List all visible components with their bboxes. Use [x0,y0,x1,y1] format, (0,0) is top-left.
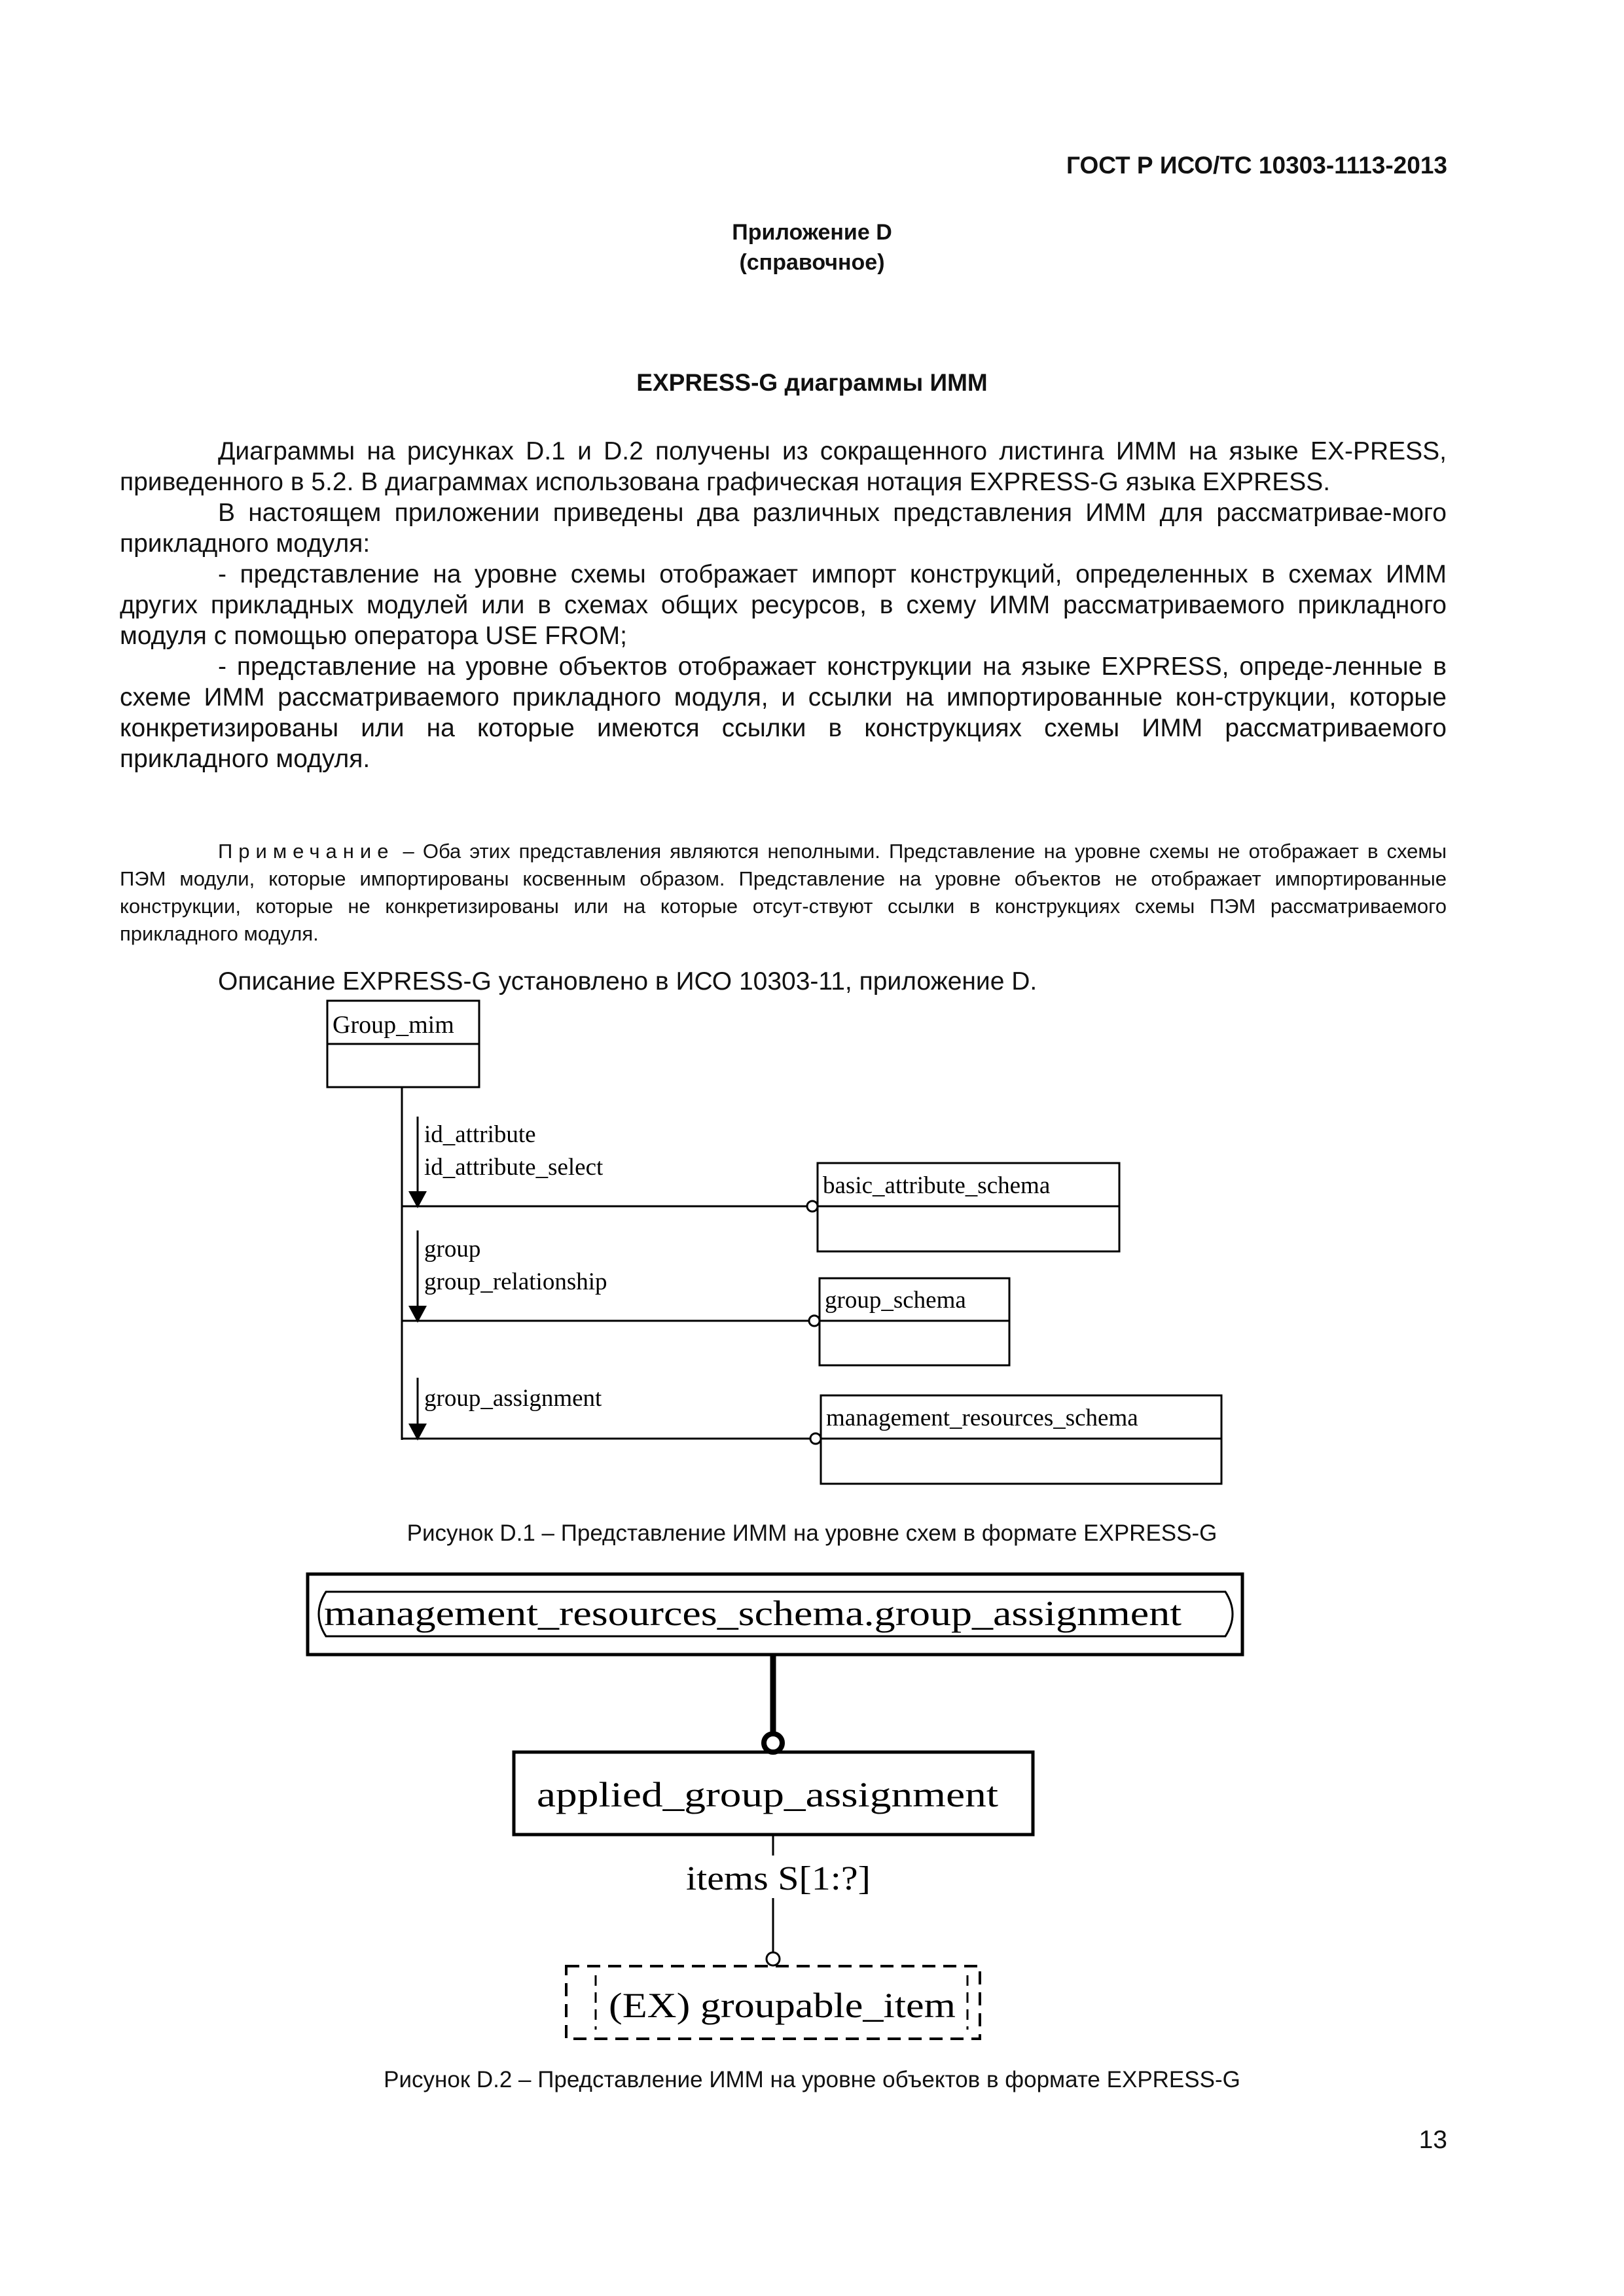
description-line: Описание EXPRESS-G установлено в ИСО 10303-11, приложение D. [218,967,1038,996]
items-attribute-label: items S[1:?] [686,1860,871,1897]
list-item-2: - представление на уровне объектов отображает конструкции на языке EXPRESS, опреде-ленные в схеме ИММ рассматриваемого прикладного модуля, и ссылки на импортированные кон-струкции, которые конкретизированы или на которые имеются ссылки в конструкциях схемы ИММ рассматриваемого прикладного модуля. [120,653,1447,773]
label-id-attribute-select: id_attribute_select [424,1154,604,1181]
label-id-attribute: id_attribute [424,1121,536,1148]
paragraph-2: В настоящем приложении приведены два различных представления ИММ для рассматривае-мого прикладного модуля: [120,499,1447,558]
note [120,838,1447,948]
groupable-item-label: (EX) groupable_item [609,1986,956,2025]
note-text: Оба этих представления являются неполными. Представление на уровне схемы не отображает в схемы ПЭМ модули, которые импортированы косвенным образом. Представление на уровне объектов не отображает импортированные конструкции, которые не конкретизированы или на которые отсут-ствуют ссылки в конструкциях схемы ПЭМ рассматриваемого прикладного модуля. [120,840,1447,945]
body-text [120,436,1447,774]
paragraph-1: Диаграммы на рисунках D.1 и D.2 получены из сокращенного листинга ИММ на языке EX-PRESS, приведенного в 5.2. В диаграммах использована графическая нотация EXPRESS-G языка EXPRESS. [120,437,1447,496]
figure-d1-caption: Рисунок D.1 – Представление ИММ на уровне схем в формате EXPRESS-G [406,1520,1218,1546]
note-dash: – [394,840,423,863]
connector-circle-2 [767,1952,780,1965]
connector-circle-1 [764,1734,782,1752]
basic-attribute-schema-label: basic_attribute_schema [823,1172,1051,1199]
label-group: group [424,1236,481,1263]
group-mim-label: Group_mim [333,1011,454,1039]
management-resources-schema-label: management_resources_schema [826,1405,1138,1431]
appendix-title [0,217,1624,278]
appendix-type: (справочное) [739,250,885,275]
applied-group-assignment-label: applied_group_assignment [537,1775,998,1814]
figure-d1-diagram [0,982,1624,1518]
label-group-assignment: group_assignment [424,1385,602,1412]
figure-d2-diagram [0,1558,1624,2055]
group-schema-label: group_schema [825,1287,966,1314]
appendix-label: Приложение D [732,220,892,245]
group-assignment-ref-label: management_resources_schema.group_assignment [324,1594,1182,1633]
figure-d2-caption: Рисунок D.2 – Представление ИММ на уровне объектов в формате EXPRESS-G [384,2067,1240,2092]
standard-designation: ГОСТ Р ИСО/ТС 10303-1113-2013 [1066,152,1447,179]
note-label: Примечание [218,840,395,863]
page-number: 13 [1418,2126,1447,2154]
section-heading: EXPRESS-G диаграммы ИММ [636,369,988,396]
list-item-1: - представление на уровне схемы отображает импорт конструкций, определенных в схемах ИММ других прикладных модулей или в схемах общих ресурсов, в схему ИММ рассматриваемого прикладного модуля с помощью оператора USE FROM; [120,560,1447,650]
label-group-relationship: group_relationship [424,1268,607,1295]
